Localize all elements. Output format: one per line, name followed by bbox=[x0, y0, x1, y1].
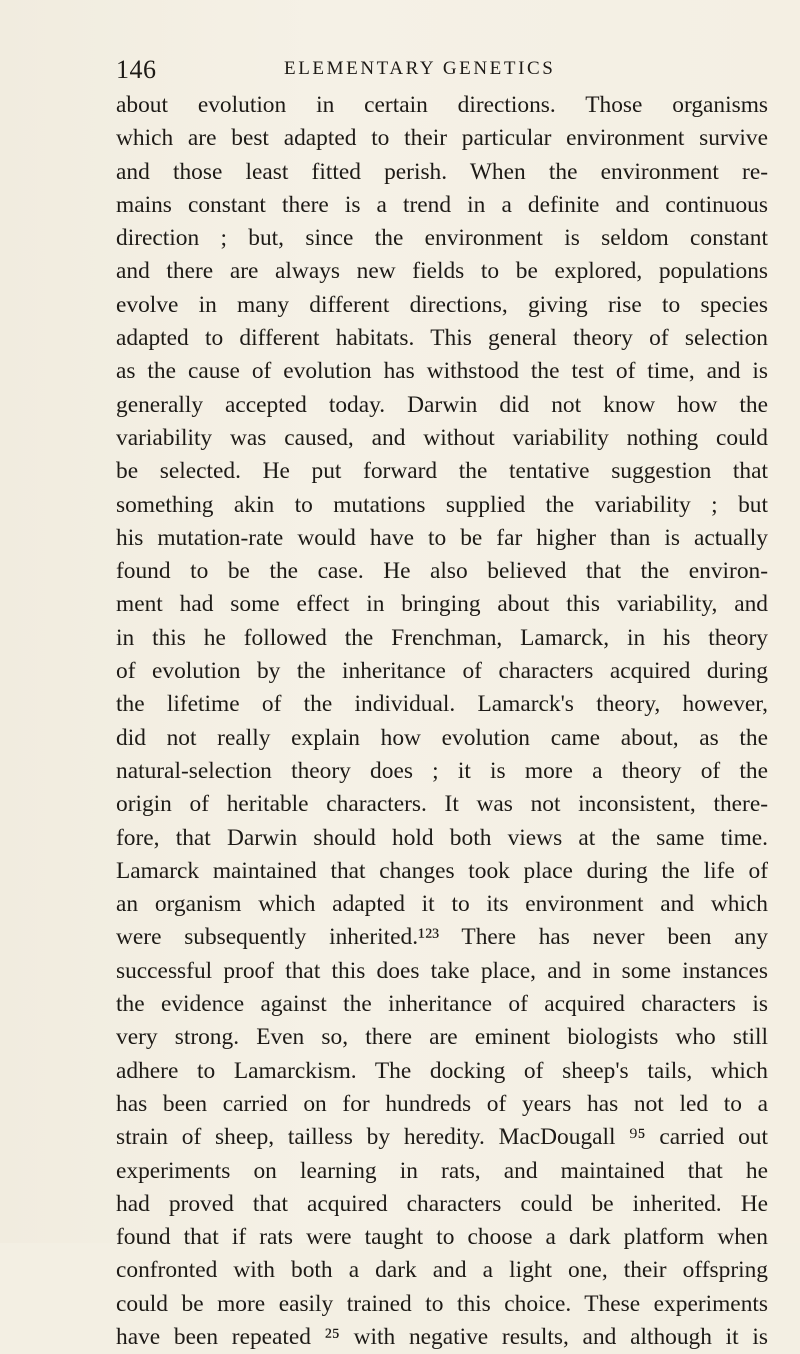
text-line: about evolution in certain directions. Those organisms bbox=[116, 92, 768, 118]
text-line: strain of sheep, tailless by heredity. MacDougall ⁹⁵ carried out bbox=[116, 1124, 768, 1151]
text-line: generally accepted today. Darwin did not know how the bbox=[116, 391, 768, 418]
text-line: natural-selection theory does ; it is more a theory of the bbox=[116, 757, 768, 784]
text-line: successful proof that this does take place, and in some instances bbox=[116, 957, 768, 984]
text-line: the lifetime of the individual. Lamarck's theory, however, bbox=[116, 691, 768, 718]
page-header bbox=[116, 52, 766, 88]
body-paragraph bbox=[116, 89, 768, 1354]
text-line: very strong. Even so, there are eminent biologists who still bbox=[116, 1024, 768, 1051]
text-line: fore, that Darwin should hold both views at the same time. bbox=[116, 824, 768, 851]
text-line: found that if rats were taught to choose a dark platform when bbox=[116, 1224, 768, 1251]
text-line: mains constant there is a trend in a definite and continuous bbox=[116, 191, 768, 218]
text-line: the evidence against the inheritance of acquired characters is bbox=[116, 991, 768, 1018]
text-line: had proved that acquired characters could be inherited. He bbox=[116, 1190, 768, 1217]
text-line: could be more easily trained to this choice. These experiments bbox=[116, 1290, 768, 1317]
text-line: confronted with both a dark and a light one, their offspring bbox=[116, 1257, 768, 1284]
text-line: has been carried on for hundreds of years has not led to a bbox=[116, 1090, 768, 1117]
text-line: in this he followed the Frenchman, Lamarck, in his theory bbox=[116, 624, 768, 651]
text-line: experiments on learning in rats, and maintained that he bbox=[116, 1157, 768, 1184]
text-line: be selected. He put forward the tentative suggestion that bbox=[116, 458, 768, 485]
text-line: which are best adapted to their particular environment survive bbox=[116, 125, 768, 152]
text-line: direction ; but, since the environment is seldom constant bbox=[116, 225, 768, 252]
text-line: did not really explain how evolution came about, as the bbox=[116, 724, 768, 751]
text-line: and there are always new fields to be explored, populations bbox=[116, 258, 768, 285]
text-line: have been repeated ²⁵ with negative results, and although it is bbox=[116, 1323, 768, 1350]
text-line: something akin to mutations supplied the variability ; but bbox=[116, 491, 768, 518]
running-head: ELEMENTARY GENETICS bbox=[284, 58, 556, 79]
text-line: found to be the case. He also believed that the environ- bbox=[116, 558, 768, 585]
page-number: 146 bbox=[116, 55, 157, 84]
text-line: ment had some effect in bringing about this variability, and bbox=[116, 591, 768, 618]
text-line: Lamarck maintained that changes took place during the life of bbox=[116, 857, 768, 884]
text-line: his mutation-rate would have to be far higher than is actually bbox=[116, 524, 768, 551]
text-line: adhere to Lamarckism. The docking of sheep's tails, which bbox=[116, 1057, 768, 1084]
text-line: origin of heritable characters. It was not inconsistent, there- bbox=[116, 791, 768, 818]
text-line: were subsequently inherited.¹²³ There has never been any bbox=[116, 924, 768, 951]
text-line: as the cause of evolution has withstood the test of time, and is bbox=[116, 358, 768, 385]
text-line: variability was caused, and without variability nothing could bbox=[116, 424, 768, 451]
text-line: evolve in many different directions, giving rise to species bbox=[116, 291, 768, 318]
text-line: an organism which adapted it to its environment and which bbox=[116, 891, 768, 918]
text-line: and those least fitted perish. When the environment re- bbox=[116, 158, 768, 185]
text-line: of evolution by the inheritance of characters acquired during bbox=[116, 658, 768, 685]
text-line: adapted to different habitats. This general theory of selection bbox=[116, 325, 768, 352]
